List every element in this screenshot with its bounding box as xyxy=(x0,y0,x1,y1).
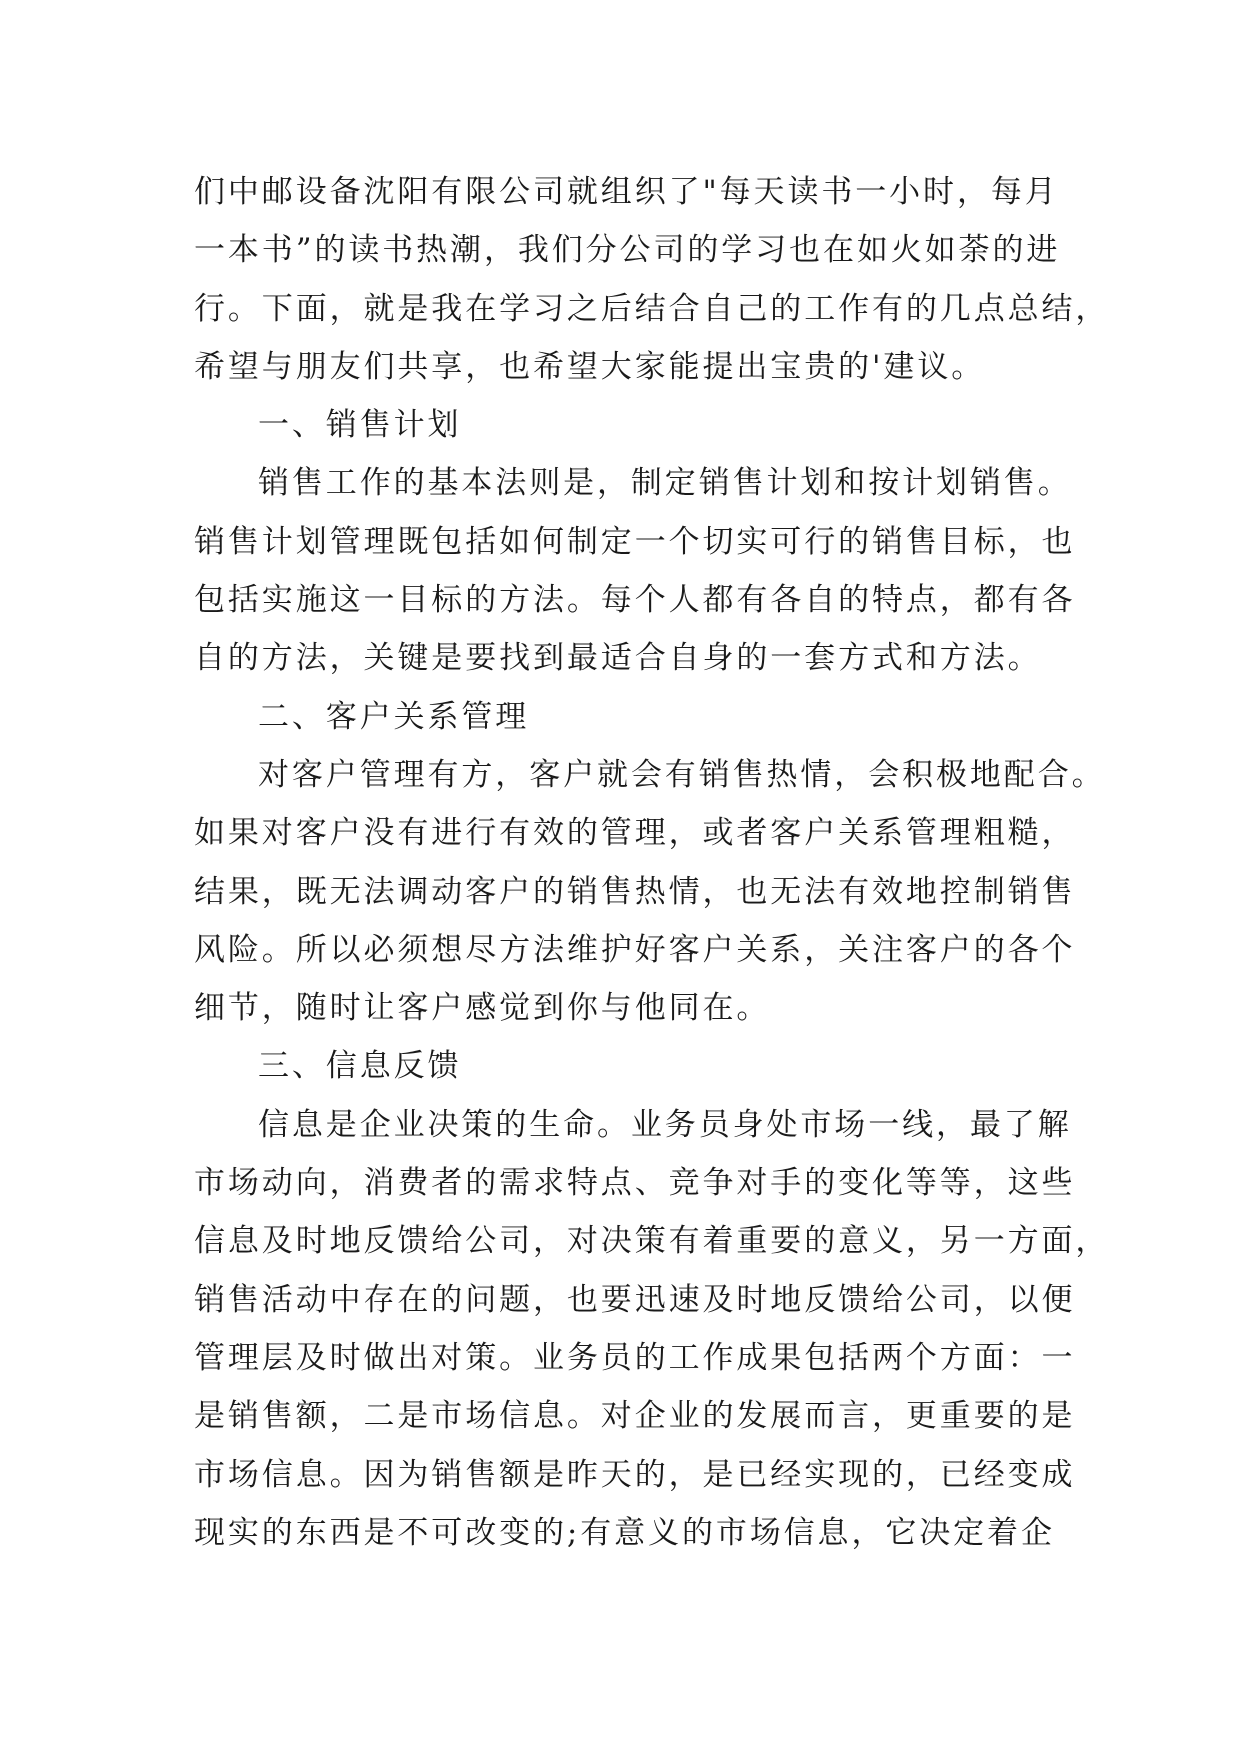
text-line: 信息及时地反馈给公司，对决策有着重要的意义，另一方面， xyxy=(194,1223,1110,1260)
text-line: 一本书”的读书热潮，我们分公司的学习也在如火如荼的进 xyxy=(194,232,1061,269)
section-heading: 二、客户关系管理 xyxy=(258,698,530,735)
section-heading: 一、销售计划 xyxy=(258,407,462,444)
text-line: 们中邮设备沈阳有限公司就组织了"每天读书一小时，每月 xyxy=(194,174,1059,210)
text-line: 销售计划管理既包括如何制定一个切实可行的销售目标，也 xyxy=(194,523,1076,560)
text-line: 市场动向，消费者的需求特点、竞争对手的变化等等，这些 xyxy=(194,1165,1076,1202)
text-line: 现实的东西是不可改变的;有意义的市场信息，它决定着企 xyxy=(194,1514,1055,1551)
text-line: 信息是企业决策的生命。业务员身处市场一线，最了解 xyxy=(258,1106,1072,1143)
text-line: 行。下面，就是我在学习之后结合自己的工作有的几点总结， xyxy=(194,290,1110,327)
text-line: 包括实施这一目标的方法。每个人都有各自的特点，都有各 xyxy=(194,582,1076,619)
text-line: 销售工作的基本法则是，制定销售计划和按计划销售。 xyxy=(258,465,1072,502)
document-body xyxy=(194,163,1110,1562)
section-heading: 三、信息反馈 xyxy=(258,1048,462,1085)
text-line: 是销售额，二是市场信息。对企业的发展而言，更重要的是 xyxy=(194,1398,1076,1435)
text-line: 对客户管理有方，客户就会有销售热情，会积极地配合。 xyxy=(258,756,1106,793)
text-line: 市场信息。因为销售额是昨天的，是已经实现的，已经变成 xyxy=(194,1456,1076,1493)
text-line: 销售活动中存在的问题，也要迅速及时地反馈给公司，以便 xyxy=(194,1281,1076,1318)
text-line: 自的方法，关键是要找到最适合自身的一套方式和方法。 xyxy=(194,640,1042,677)
text-line: 细节，随时让客户感觉到你与他同在。 xyxy=(194,990,771,1027)
text-line: 如果对客户没有进行有效的管理，或者客户关系管理粗糙， xyxy=(194,815,1076,852)
text-line: 风险。所以必须想尽方法维护好客户关系，关注客户的各个 xyxy=(194,931,1076,968)
text-line: 管理层及时做出对策。业务员的工作成果包括两个方面：一 xyxy=(194,1339,1076,1376)
text-line: 结果，既无法调动客户的销售热情，也无法有效地控制销售 xyxy=(194,873,1076,910)
text-line: 希望与朋友们共享，也希望大家能提出宝贵的'建议。 xyxy=(194,348,986,385)
